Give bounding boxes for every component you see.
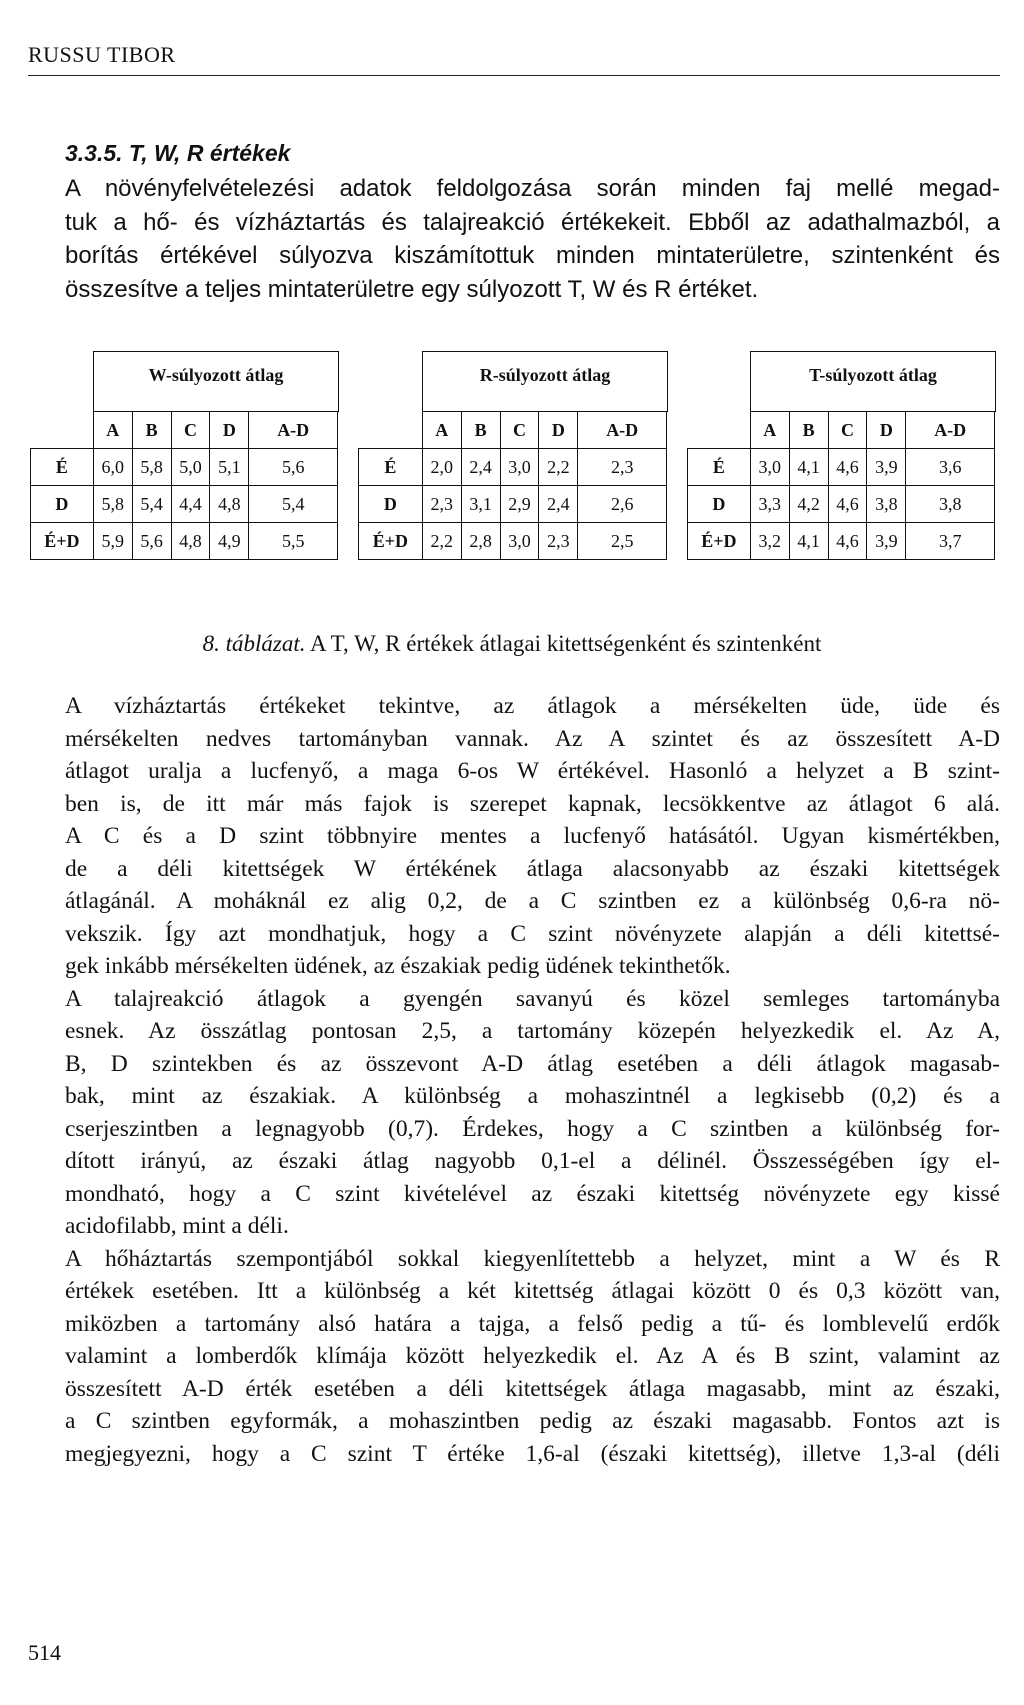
table-row [31,523,338,560]
table-row [31,486,338,523]
table-cell: 2,3 [578,449,667,486]
table-cell: 5,1 [210,449,249,486]
table-cell: 3,1 [461,486,500,523]
intro-line: összesítve a teljes mintaterületre egy súlyozott T, W és R értéket. [65,275,759,303]
table-title: W-súlyozott átlag [93,351,339,412]
table-cell: 4,8 [210,486,249,523]
section-title: 3.3.5. T, W, R értékek [65,140,291,166]
table-cell: 5,8 [93,486,132,523]
table-cell: 2,3 [539,523,578,560]
table-cell: 3,6 [906,449,995,486]
row-label: D [31,486,94,523]
body-line: gek inkább mérsékelten üdének, az északiak pedig üdének tekinthetők. [65,953,731,979]
table-cell: 5,8 [132,449,171,486]
body-line: mérsékelten nedves tartományban vannak. Az A szintet és az összesített A-D [65,725,1000,752]
column-header: C [828,412,867,449]
table-cell: 3,8 [906,486,995,523]
body-line: mondható, hogy a C szint kivételével az északi kitettség növényzete egy kissé [65,1180,1000,1207]
body-text [65,690,1000,1470]
column-header: A-D [578,412,667,449]
table-cell: 3,9 [867,449,906,486]
row-label: É+D [688,523,751,560]
table-row [688,449,995,486]
body-line: cserjeszintben a legnagyobb (0,7). Érdekes, hogy a C szintben a különbség for- [65,1115,1000,1142]
body-line: a C szintben egyformák, a mohaszintben pedig az északi magasabb. Fontos azt is [65,1408,1000,1434]
intro-line: A növényfelvételezési adatok feldolgozása során minden faj mellé megad- [65,175,1000,202]
table-cell: 5,9 [93,523,132,560]
table-cell: 4,2 [789,486,828,523]
page-number: 514 [28,1640,61,1665]
table-cell: 4,8 [171,523,210,560]
column-header: B [789,412,828,449]
column-header: D [867,412,906,449]
table-cell: 3,2 [750,523,789,560]
table-cell: 2,0 [422,449,461,486]
table-cell: 4,9 [210,523,249,560]
body-line: acidofilabb, mint a déli. [65,1213,289,1239]
body-line: B, D szintekben és az összevont A-D átlag esetében a déli átlagok magasab- [65,1050,1000,1077]
row-label: É+D [31,523,94,560]
table-cell: 2,6 [578,486,667,523]
body-line: átlagot uralja a lucfenyő, a maga 6-os W értékével. Hasonló a helyzet a B szint- [65,758,1000,784]
table-cell: 4,1 [789,523,828,560]
body-line: ben is, de itt már más fajok is szerepet kapnak, lecsökkentve az átlagot 6 alá. [65,790,1000,817]
row-label: É [688,449,751,486]
column-header: C [171,412,210,449]
intro-paragraph [65,172,1000,306]
caption-text: A T, W, R értékek átlagai kitettségenként és szintenként [305,631,822,656]
table-cell: 3,9 [867,523,906,560]
column-header: C [500,412,539,449]
row-label: É [359,449,423,486]
body-line: valamint a lomberdők klímája között helyezkedik el. Az A és B szint, valamint az [65,1343,1000,1369]
table-title: R-súlyozott átlag [422,351,668,412]
body-line: esnek. Az összátlag pontosan 2,5, a tartomány közepén helyezkedik el. Az A, [65,1018,1000,1044]
table-cell: 3,0 [500,449,539,486]
table-cell: 4,6 [828,449,867,486]
body-line: átlagánál. A moháknál ez alig 0,2, de a C szintben ez a különbség 0,6-ra nö- [65,888,1000,914]
data-grid [687,411,995,560]
body-line: vekszik. Így azt mondhatjuk, hogy a C szint növényzete alapján a déli kitettsé- [65,920,1000,947]
table-cell: 2,3 [422,486,461,523]
body-line: A hőháztartás szempontjából sokkal kiegyenlítettebb a helyzet, mint a W és R [65,1245,1000,1272]
table-cell: 3,0 [500,523,539,560]
table-cell: 2,9 [500,486,539,523]
table-cell: 5,0 [171,449,210,486]
column-header: A [750,412,789,449]
table-cell: 5,5 [249,523,338,560]
row-label: D [359,486,423,523]
column-header: A [422,412,461,449]
table-row [31,449,338,486]
table-cell: 3,3 [750,486,789,523]
body-line: megjegyezni, hogy a C szint T értéke 1,6-al (északi kitettség), illetve 1,3-al (déli [65,1440,1000,1467]
caption-label: 8. táblázat. [202,631,306,656]
intro-line: tuk a hő- és vízháztartás és talajreakció értékekeit. Ebből az adathalmazból, a [65,208,1000,236]
column-header: A [93,412,132,449]
row-label: D [688,486,751,523]
table-row [688,486,995,523]
table-cell: 5,4 [249,486,338,523]
table-cell: 2,4 [461,449,500,486]
table-row [359,449,667,486]
row-label: É+D [359,523,423,560]
row-label: É [31,449,94,486]
running-header: RUSSU TIBOR [28,42,176,67]
table-cell: 4,6 [828,523,867,560]
table-cell: 3,8 [867,486,906,523]
table-cell: 2,4 [539,486,578,523]
table-cell: 5,4 [132,486,171,523]
intro-line: borítás értékével súlyozva kiszámítottuk minden mintaterületre, szintenként és [65,242,1000,269]
column-header: A-D [249,412,338,449]
header-rule [28,75,1000,76]
column-header: B [461,412,500,449]
body-line: értékek esetében. Itt a különbség a két kitettség átlagai között 0 és 0,3 között van, [65,1278,1000,1304]
table-row [359,486,667,523]
body-line: A talajreakció átlagok a gyengén savanyú és közel semleges tartományba [65,985,1000,1012]
body-line: dított irányú, az északi átlag nagyobb 0,1-el a délinél. Összességében így el- [65,1148,1000,1174]
table-cell: 6,0 [93,449,132,486]
table-title: T-súlyozott átlag [750,351,996,412]
table-caption [0,631,1024,657]
column-header: B [132,412,171,449]
data-grid [30,411,338,560]
table-cell: 3,0 [750,449,789,486]
table-cell: 2,2 [422,523,461,560]
table-row [359,523,667,560]
column-header: D [210,412,249,449]
table-cell: 4,4 [171,486,210,523]
body-line: bak, mint az északiak. A különbség a mohaszintnél a legkisebb (0,2) és a [65,1083,1000,1109]
table-cell: 2,2 [539,449,578,486]
table-cell: 2,8 [461,523,500,560]
body-line: de a déli kitettségek W értékének átlaga alacsonyabb az északi kitettségek [65,855,1000,882]
column-header: A-D [906,412,995,449]
table-cell: 3,7 [906,523,995,560]
table-cell: 4,6 [828,486,867,523]
body-line: A C és a D szint többnyire mentes a lucfenyő hatásától. Ugyan kismértékben, [65,823,1000,849]
table-cell: 5,6 [132,523,171,560]
column-header: D [539,412,578,449]
table-row [688,523,995,560]
table-cell: 5,6 [249,449,338,486]
table-cell: 4,1 [789,449,828,486]
body-line: összesített A-D érték esetében a déli kitettségek átlaga magasabb, mint az északi, [65,1375,1000,1402]
data-grid [358,411,667,560]
body-line: miközben a tartomány alsó határa a tajga, a felső pedig a tű- és lomblevelű erdők [65,1310,1000,1337]
body-line: A vízháztartás értékeket tekintve, az átlagok a mérsékelten üde, üde és [65,693,1000,719]
table-cell: 2,5 [578,523,667,560]
